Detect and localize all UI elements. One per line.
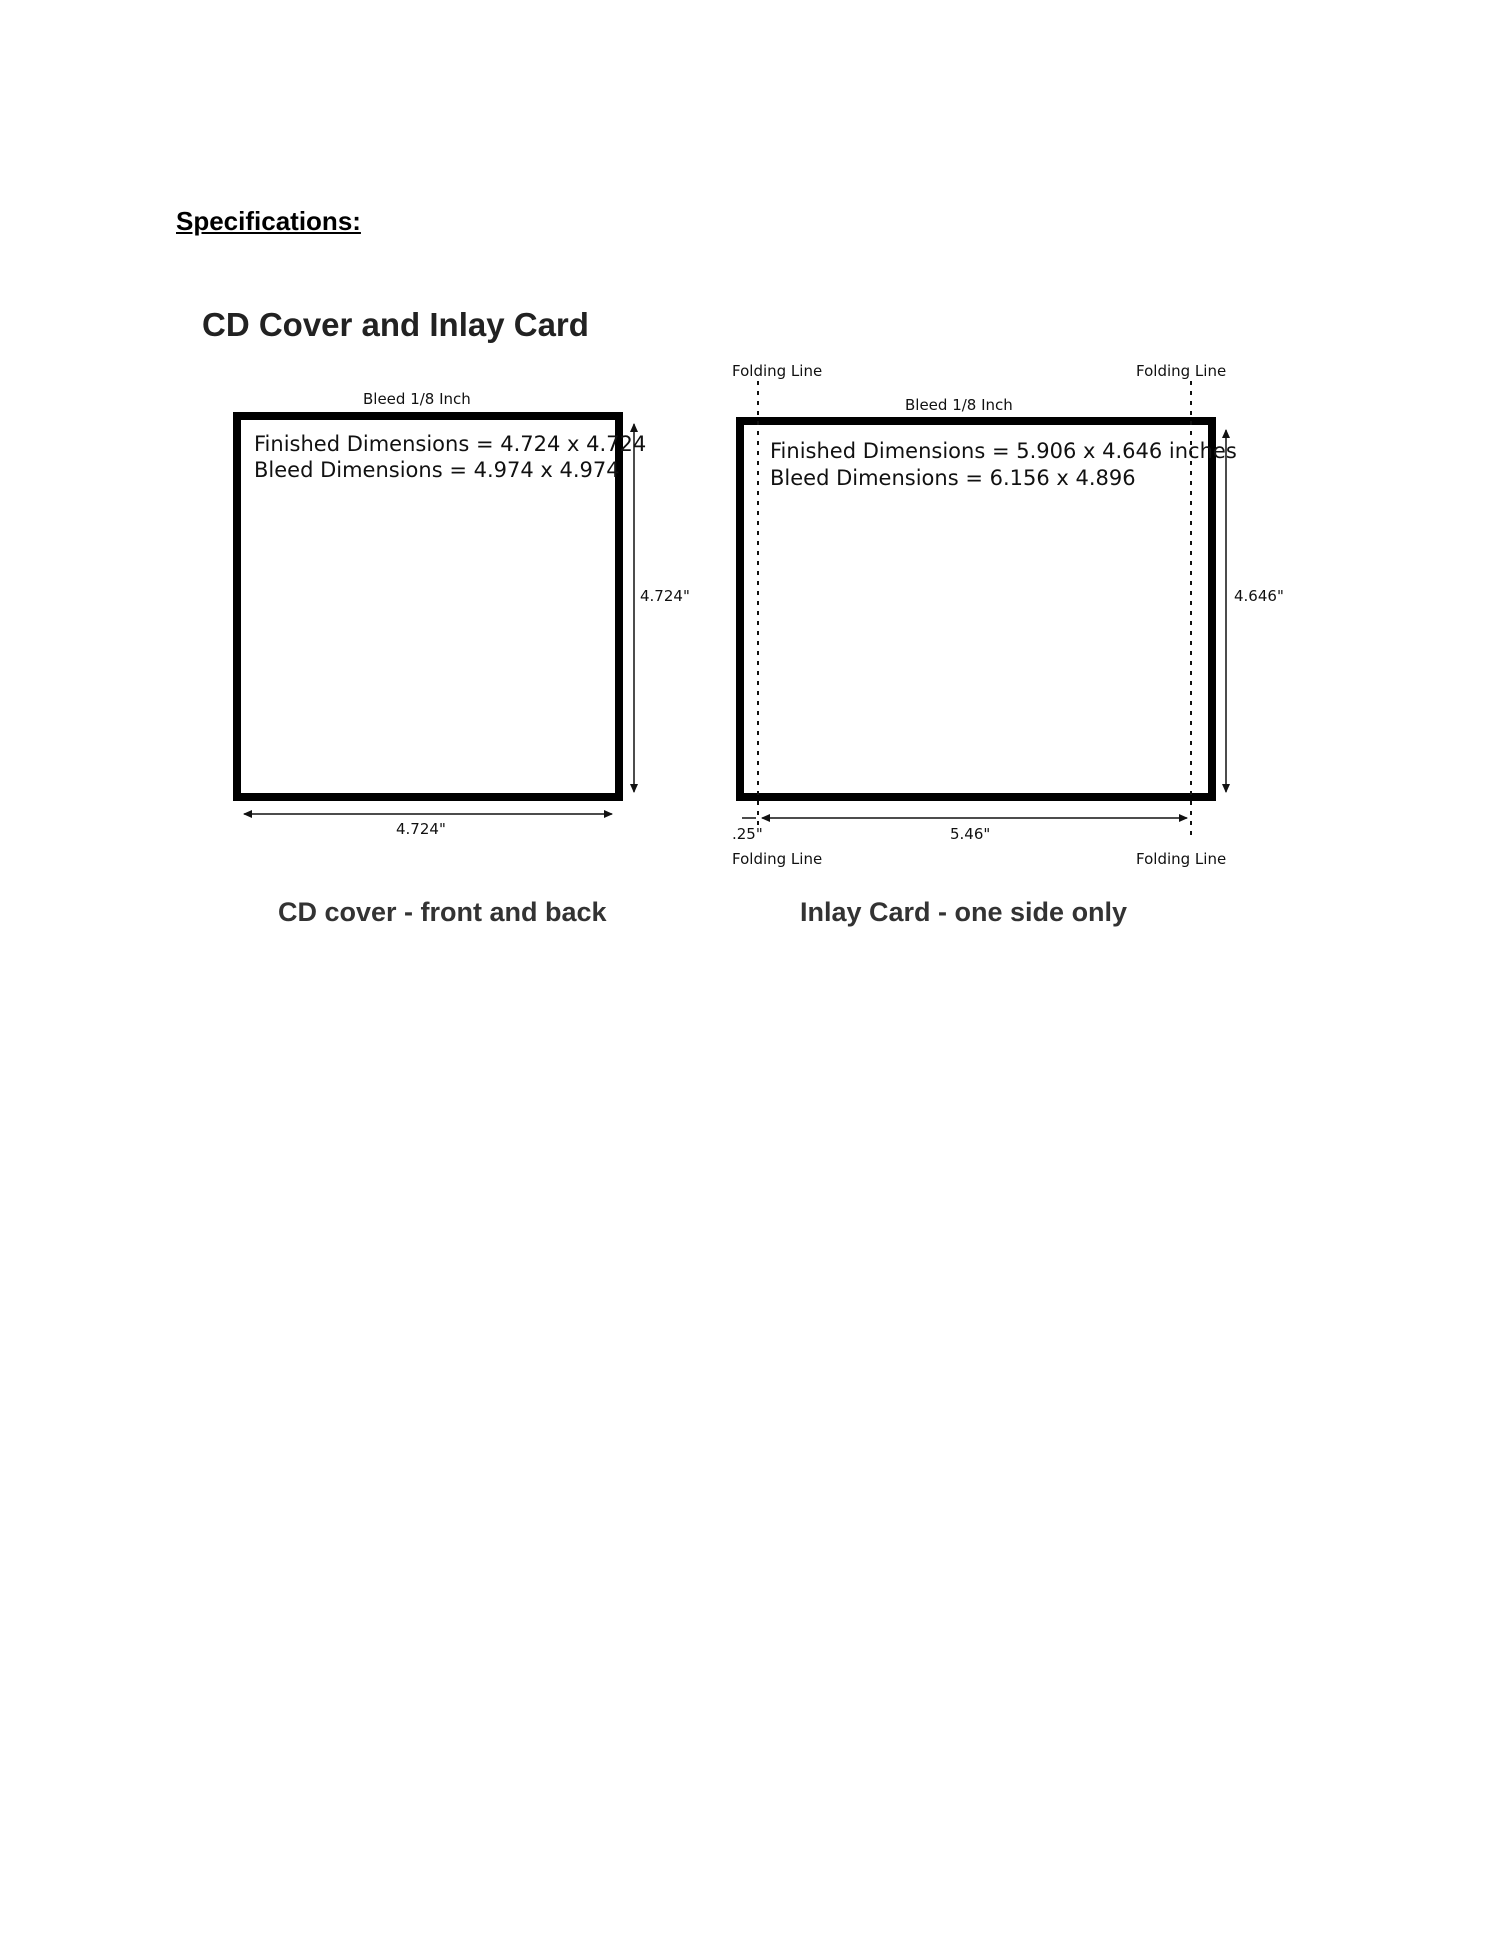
cd-bleed-dimensions: Bleed Dimensions = 4.974 x 4.974 bbox=[254, 458, 620, 482]
inlay-folding-top-left: Folding Line bbox=[732, 362, 823, 380]
inlay-height-label: 4.646" bbox=[1234, 587, 1284, 605]
page-heading: Specifications: bbox=[176, 206, 361, 236]
cd-finished-dimensions: Finished Dimensions = 4.724 x 4.724 bbox=[254, 432, 647, 456]
cd-width-label: 4.724" bbox=[396, 820, 446, 838]
inlay-bleed-label: Bleed 1/8 Inch bbox=[905, 396, 1013, 414]
diagram-title: CD Cover and Inlay Card bbox=[202, 306, 589, 343]
inlay-spine-label: .25" bbox=[732, 825, 763, 843]
inlay-width-label: 5.46" bbox=[950, 825, 991, 843]
cd-bleed-label: Bleed 1/8 Inch bbox=[363, 390, 471, 408]
inlay-finished-dimensions: Finished Dimensions = 5.906 x 4.646 inches bbox=[770, 439, 1237, 463]
inlay-folding-top-right: Folding Line bbox=[1136, 362, 1227, 380]
inlay-bleed-dimensions: Bleed Dimensions = 6.156 x 4.896 bbox=[770, 466, 1136, 490]
inlay-card-caption: Inlay Card - one side only bbox=[800, 897, 1128, 927]
inlay-folding-bottom-right: Folding Line bbox=[1136, 850, 1227, 868]
cd-cover-caption: CD cover - front and back bbox=[278, 897, 607, 927]
cd-height-label: 4.724" bbox=[640, 587, 690, 605]
inlay-folding-bottom-left: Folding Line bbox=[732, 850, 823, 868]
